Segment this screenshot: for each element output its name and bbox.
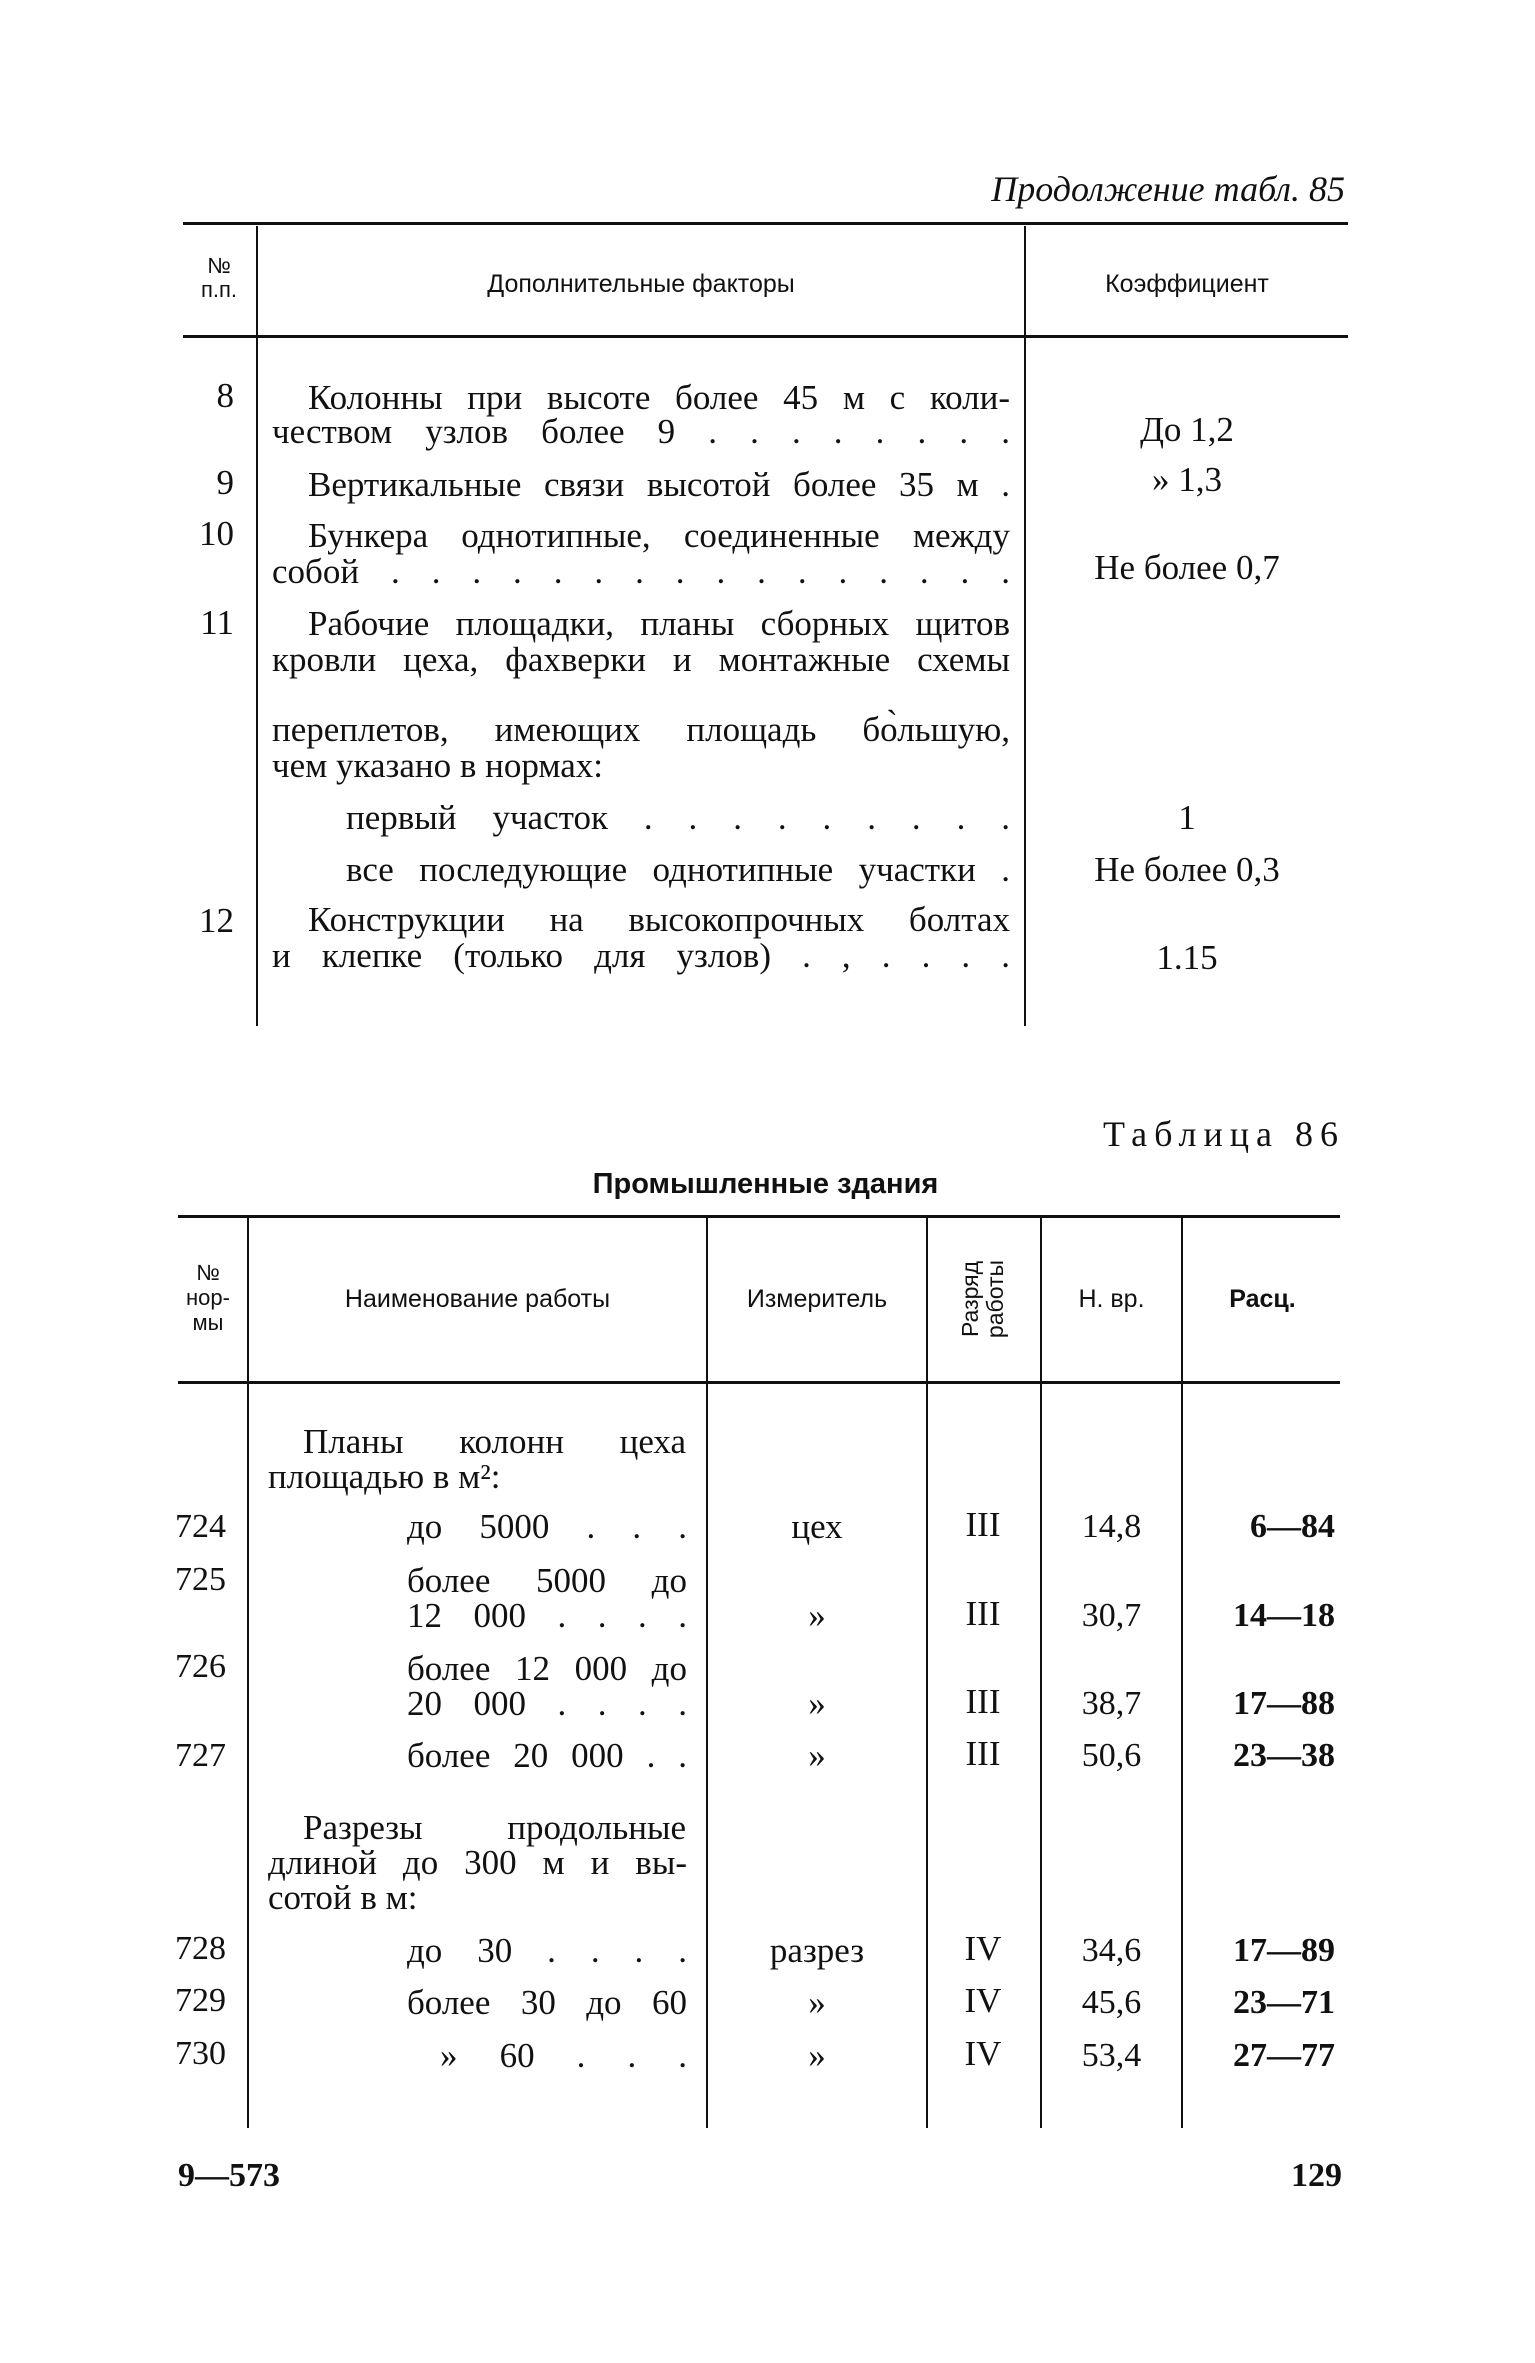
table-85-row-12-text-2: и клепке (только для узлов) . , . . . . bbox=[272, 936, 1010, 975]
table-row-728-time: 34,6 bbox=[1081, 1932, 1142, 1969]
table-row-726-unit: » bbox=[808, 1684, 826, 1723]
table-85-row-11-num: 11 bbox=[200, 603, 234, 642]
table-row-729-grade: IV bbox=[964, 1981, 1002, 2020]
table-row-728-unit: разрез bbox=[769, 1931, 865, 1970]
table-85-col-divider-2 bbox=[1024, 226, 1026, 1026]
table-row-729-unit: » bbox=[808, 1983, 826, 2022]
table-85-row-10-text-2: собой . . . . . . . . . . . . . . . . bbox=[272, 552, 1010, 591]
table-85-header-rule bbox=[183, 335, 1348, 338]
table-row-724-time: 14,8 bbox=[1081, 1508, 1142, 1545]
table-85-header-coef: Коэффициент bbox=[1105, 270, 1269, 298]
table-85-row-8-text-2: чеством узлов более 9 . . . . . . . . bbox=[272, 412, 1010, 451]
table-85-row-9-text-1: Вертикальные связи высотой более 35 м . bbox=[308, 465, 1010, 504]
table-row-724-grade: III bbox=[965, 1505, 1001, 1544]
table-row-730-unit: » bbox=[808, 2036, 826, 2075]
table-85-row-11-text-3: переплетов, имеющих площадь бо̀льшую, bbox=[272, 710, 1010, 749]
table-row-725-num: 725 bbox=[175, 1561, 226, 1598]
table-row-730-rate: 27—77 bbox=[1233, 2037, 1335, 2074]
table-85-top-rule bbox=[183, 222, 1348, 225]
table-row-728-name: до 30 . . . . bbox=[407, 1931, 687, 1970]
table-86-col-divider-1 bbox=[247, 1218, 249, 2128]
table-86-header-num: № нор- мы bbox=[186, 1260, 230, 1335]
table-85-col-divider-1 bbox=[256, 226, 258, 1026]
table-85-row-8-num: 8 bbox=[216, 376, 234, 415]
table-86-group-1-line-1: Планы колонн цеха bbox=[303, 1422, 686, 1461]
table-86-group-1-line-2: площадью в м²: bbox=[268, 1457, 501, 1496]
table-row-724-name: до 5000 . . . bbox=[407, 1507, 687, 1546]
table-86-col-divider-2 bbox=[706, 1218, 708, 2128]
table-row-726-name-1: более 12 000 до bbox=[407, 1649, 687, 1688]
table-85-row-11-sub-2-coef: Не более 0,3 bbox=[1094, 850, 1280, 889]
table-row-727-name: более 20 000 . . bbox=[407, 1736, 687, 1775]
table-85-row-9-num: 9 bbox=[216, 463, 234, 502]
table-85-row-12-coef: 1.15 bbox=[1156, 938, 1218, 977]
table-86-top-rule bbox=[178, 1215, 1340, 1218]
table-row-726-num: 726 bbox=[175, 1648, 226, 1685]
table-86-group-2-line-3: сотой в м: bbox=[268, 1878, 418, 1917]
table-86-header-grade: Разряд работы bbox=[957, 1259, 1008, 1339]
table-row-727-rate: 23—38 bbox=[1233, 1737, 1335, 1774]
table-row-726-grade: III bbox=[965, 1682, 1001, 1721]
table-86-col-divider-5 bbox=[1181, 1218, 1183, 2128]
table-row-725-name-1: более 5000 до bbox=[407, 1561, 687, 1600]
table-85-row-10-coef: Не более 0,7 bbox=[1094, 548, 1280, 587]
table-row-727-num: 727 bbox=[175, 1737, 226, 1774]
table-row-726-time: 38,7 bbox=[1081, 1685, 1142, 1722]
table-85-row-11-text-2: кровли цеха, фахверки и монтажные схемы bbox=[272, 640, 1010, 679]
table-86-header-unit: Измеритель bbox=[746, 1285, 888, 1313]
table-row-728-grade: IV bbox=[964, 1929, 1002, 1968]
table-85-continuation-label: Продолжение табл. 85 bbox=[991, 169, 1345, 209]
table-row-727-time: 50,6 bbox=[1081, 1737, 1142, 1774]
table-86-label: Таблица 86 bbox=[1103, 1114, 1345, 1154]
table-85-row-11-text-1: Рабочие площадки, планы сборных щитов bbox=[308, 604, 1010, 643]
table-row-725-unit: » bbox=[808, 1596, 826, 1635]
table-row-729-rate: 23—71 bbox=[1233, 1984, 1335, 2021]
table-row-728-rate: 17—89 bbox=[1233, 1932, 1335, 1969]
table-row-730-grade: IV bbox=[964, 2034, 1002, 2073]
table-86-header-rule bbox=[178, 1381, 1340, 1384]
table-85-row-8-coef: До 1,2 bbox=[1140, 410, 1234, 449]
table-85-row-11-sub-2: все последующие однотипные участки . bbox=[346, 850, 1010, 889]
table-86-header-work: Наименование работы bbox=[344, 1285, 611, 1313]
table-row-728-num: 728 bbox=[175, 1930, 226, 1967]
table-85-row-11-text-4: чем указано в нормах: bbox=[272, 746, 604, 785]
table-row-730-num: 730 bbox=[175, 2035, 226, 2072]
table-85-row-8-text-1: Колонны при высоте более 45 м с коли- bbox=[308, 378, 1010, 417]
table-86-header-rate: Расц. bbox=[1229, 1285, 1296, 1313]
table-85-row-10-text-1: Бункера однотипные, соединенные между bbox=[308, 516, 1010, 555]
table-85-row-12-text-1: Конструкции на высокопрочных болтах bbox=[308, 900, 1010, 939]
table-86-group-2-line-1: Разрезы продольные bbox=[303, 1808, 686, 1847]
table-85-row-11-sub-1-coef: 1 bbox=[1178, 798, 1196, 837]
table-row-725-rate: 14—18 bbox=[1233, 1597, 1335, 1634]
table-86-group-2-line-2: длиной до 300 м и вы- bbox=[268, 1843, 687, 1882]
table-row-725-name-2: 12 000 . . . . bbox=[407, 1596, 687, 1635]
table-86-header-time: Н. вр. bbox=[1078, 1285, 1145, 1313]
table-row-727-grade: III bbox=[965, 1734, 1001, 1773]
table-row-729-num: 729 bbox=[175, 1982, 226, 2019]
table-row-725-grade: III bbox=[965, 1594, 1001, 1633]
page-number: 129 bbox=[1291, 2157, 1342, 2194]
table-85-row-9-coef: » 1,3 bbox=[1152, 460, 1222, 499]
table-row-729-name: более 30 до 60 bbox=[407, 1983, 687, 2022]
table-85-row-11-sub-1: первый участок . . . . . . . . . bbox=[346, 798, 1010, 837]
table-row-724-num: 724 bbox=[175, 1508, 226, 1545]
table-row-729-time: 45,6 bbox=[1081, 1984, 1142, 2021]
table-row-724-rate: 6—84 bbox=[1250, 1508, 1335, 1545]
table-85-header-num: № п.п. bbox=[200, 253, 238, 302]
table-row-730-time: 53,4 bbox=[1081, 2037, 1142, 2074]
table-row-726-rate: 17—88 bbox=[1233, 1685, 1335, 1722]
table-86-col-divider-4 bbox=[1040, 1218, 1042, 2128]
table-row-730-name: » 60 . . . bbox=[440, 2036, 687, 2075]
table-row-727-unit: » bbox=[808, 1736, 826, 1775]
table-85-header-factor: Дополнительные факторы bbox=[487, 270, 795, 298]
table-row-726-name-2: 20 000 . . . . bbox=[407, 1684, 687, 1723]
table-row-724-unit: цех bbox=[791, 1507, 843, 1546]
footer-signature: 9—573 bbox=[178, 2157, 280, 2194]
table-85-row-10-num: 10 bbox=[199, 514, 234, 553]
table-row-725-time: 30,7 bbox=[1081, 1597, 1142, 1634]
table-85-row-12-num: 12 bbox=[199, 901, 234, 940]
table-86-title: Промышленные здания bbox=[592, 1168, 939, 1200]
